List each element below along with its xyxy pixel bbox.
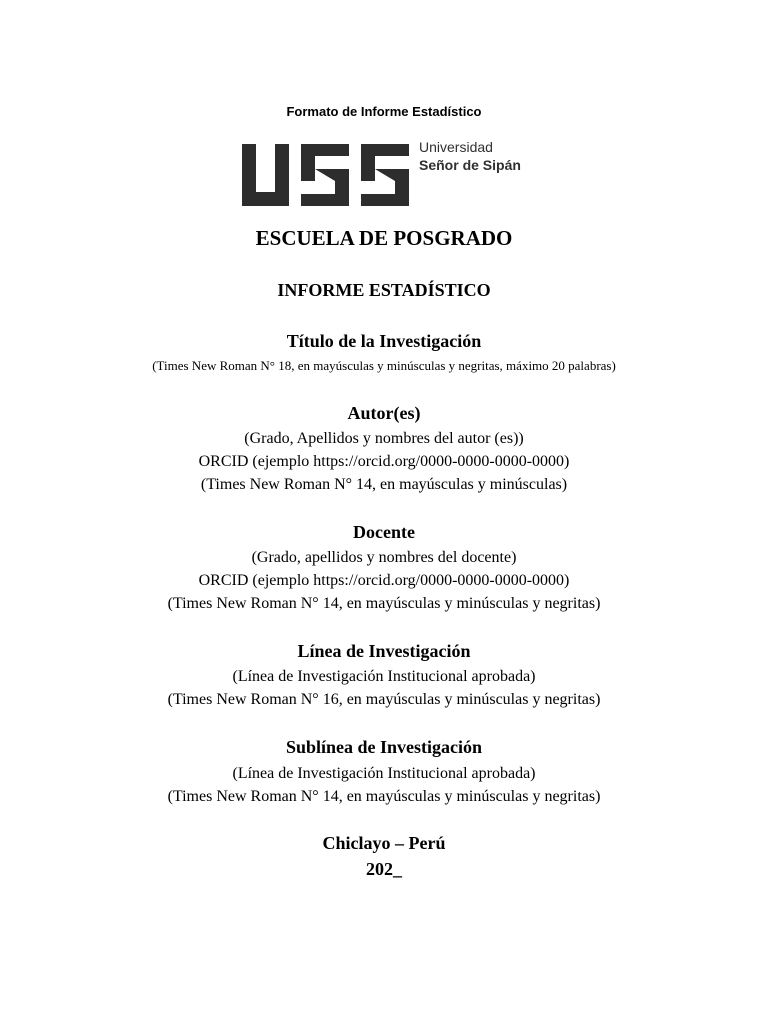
authors-line-1: (Grado, Apellidos y nombres del autor (es)) bbox=[244, 430, 524, 447]
uss-logo bbox=[241, 140, 541, 210]
authors-line-3: (Times New Roman N° 14, en mayúsculas y minúsculas) bbox=[200, 476, 568, 493]
teacher-heading: Docente bbox=[353, 522, 415, 542]
title-note: (Times New Roman N° 18, en mayúsculas y minúsculas y negritas, máximo 20 palabras) bbox=[152, 358, 616, 373]
header-label: Formato de Informe Estadístico bbox=[286, 104, 482, 119]
research-line-heading: Línea de Investigación bbox=[297, 641, 471, 661]
school-name: ESCUELA DE POSGRADO bbox=[255, 226, 513, 250]
subline-heading: Sublínea de Investigación bbox=[285, 737, 483, 757]
authors-heading: Autor(es) bbox=[347, 403, 421, 423]
report-type: INFORME ESTADÍSTICO bbox=[277, 280, 491, 300]
uss-logo-mark bbox=[242, 144, 409, 206]
logo-text-universidad: Universidad bbox=[419, 139, 493, 155]
teacher-line-3: (Times New Roman N° 14, en mayúsculas y minúsculas y negritas) bbox=[167, 595, 601, 612]
authors-line-2: ORCID (ejemplo https://orcid.org/0000-0000-0000-0000) bbox=[198, 453, 570, 470]
location: Chiclayo – Perú bbox=[322, 833, 446, 853]
teacher-line-2: ORCID (ejemplo https://orcid.org/0000-0000-0000-0000) bbox=[198, 572, 570, 589]
title-heading: Título de la Investigación bbox=[286, 331, 482, 351]
subline-line-1: (Línea de Investigación Institucional aprobada) bbox=[232, 765, 536, 782]
research-line-line-1: (Línea de Investigación Institucional aprobada) bbox=[232, 668, 536, 685]
year: 202_ bbox=[366, 859, 402, 879]
subline-line-2: (Times New Roman N° 14, en mayúsculas y minúsculas y negritas) bbox=[167, 788, 601, 805]
research-line-line-2: (Times New Roman N° 16, en mayúsculas y minúsculas y negritas) bbox=[167, 691, 601, 708]
logo-text-senor-de-sipan: Señor de Sipán bbox=[419, 157, 521, 173]
teacher-line-1: (Grado, apellidos y nombres del docente) bbox=[251, 549, 517, 566]
